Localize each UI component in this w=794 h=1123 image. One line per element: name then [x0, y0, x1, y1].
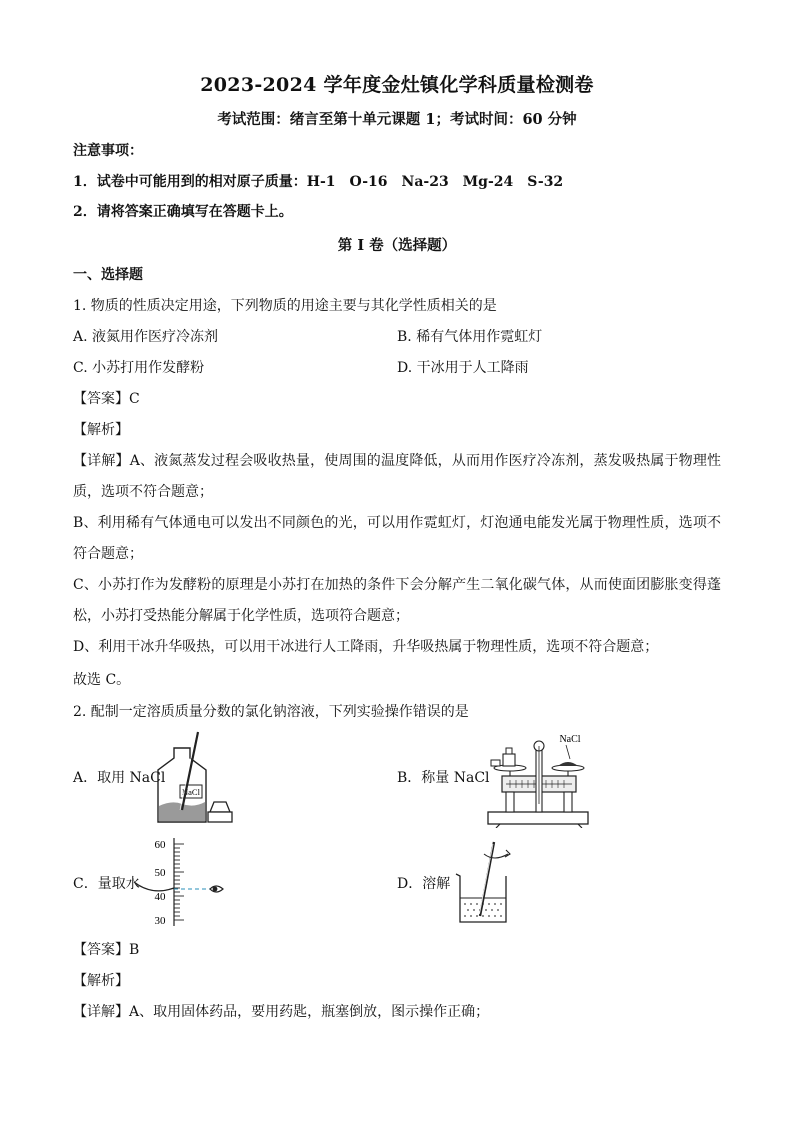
q2-answer: 【答案】B [73, 942, 140, 958]
q2-option-b: B．称量 NaCl [397, 770, 490, 786]
page-title: 2023-2024 学年度金灶镇化学科质量检测卷 [200, 74, 594, 96]
q2-option-d: D．溶解 [397, 876, 451, 892]
q1-analysis-label: 【解析】 [73, 422, 129, 438]
figure-dissolve [450, 838, 516, 926]
q2-stem: 2. 配制一定溶质质量分数的氯化钠溶液，下列实验操作错误的是 [73, 704, 469, 720]
tick-50: 50 [154, 867, 166, 879]
volume-title: 第 I 卷（选择题） [337, 237, 457, 254]
note-item-1: 1．试卷中可能用到的相对原子质量：H-1 O-16 Na-23 Mg-24 S-32 [73, 174, 564, 190]
q1-detail-a: 【详解】A、液氮蒸发过程会吸收热量，使周围的温度降低，从而用作医疗冷冻剂，蒸发吸热属于物理性质，选项不符合题意； [73, 453, 722, 500]
q1-detail-lead: 【详解】 [73, 453, 130, 469]
note-item-2: 2．请将答案正确填写在答题卡上。 [73, 204, 293, 220]
q1-option-d: D. 干冰用于人工降雨 [397, 360, 529, 376]
balance-nacl-label: NaCl [559, 734, 581, 745]
q1-detail-b: B、利用稀有气体通电可以发出不同颜色的光，可以用作霓虹灯，灯泡通电能发光属于物理性质，选项不符合题意； [73, 515, 721, 562]
q1-option-b: B. 稀有气体用作霓虹灯 [397, 329, 543, 345]
q2-detail-lead: 【详解】 [73, 1004, 129, 1020]
tick-60: 60 [154, 839, 166, 851]
q2-option-c: C．量取水 [73, 876, 140, 892]
tick-40: 40 [154, 891, 166, 903]
q1-answer: 【答案】C [73, 391, 140, 407]
q1-detail-d: D、利用干冰升华吸热，可以用干冰进行人工降雨，升华吸热属于物理性质，选项不符合题意； [73, 639, 659, 655]
q1-conclusion: 故选 C。 [73, 672, 131, 688]
q2-detail-a: 【详解】A、取用固体药品，要用药匙，瓶塞倒放，图示操作正确； [73, 1004, 490, 1020]
figure-measure-water [130, 834, 230, 928]
q1-stem: 1. 物质的性质决定用途，下列物质的用途主要与其化学性质相关的是 [73, 298, 497, 314]
q1-detail-c: C、小苏打作为发酵粉的原理是小苏打在加热的条件下会分解产生二氧化碳气体，从而使面团膨胀变得蓬松，小苏打受热能分解属于化学性质，选项符合题意； [73, 577, 721, 624]
exam-scope-subtitle: 考试范围：绪言至第十单元课题 1；考试时间：60 分钟 [217, 111, 577, 128]
tick-30: 30 [154, 915, 166, 927]
figure-take-nacl [152, 730, 236, 826]
figure-weigh-nacl [486, 728, 596, 828]
q2-analysis-label: 【解析】 [73, 973, 129, 989]
q2-option-a: A．取用 NaCl [73, 770, 166, 786]
notes-heading: 注意事项： [73, 143, 143, 159]
part-title: 一、选择题 [73, 267, 143, 283]
bottle-label: NaCl [182, 787, 200, 797]
q1-option-a: A. 液氮用作医疗冷冻剂 [73, 329, 219, 345]
q1-option-c: C. 小苏打用作发酵粉 [73, 360, 205, 376]
